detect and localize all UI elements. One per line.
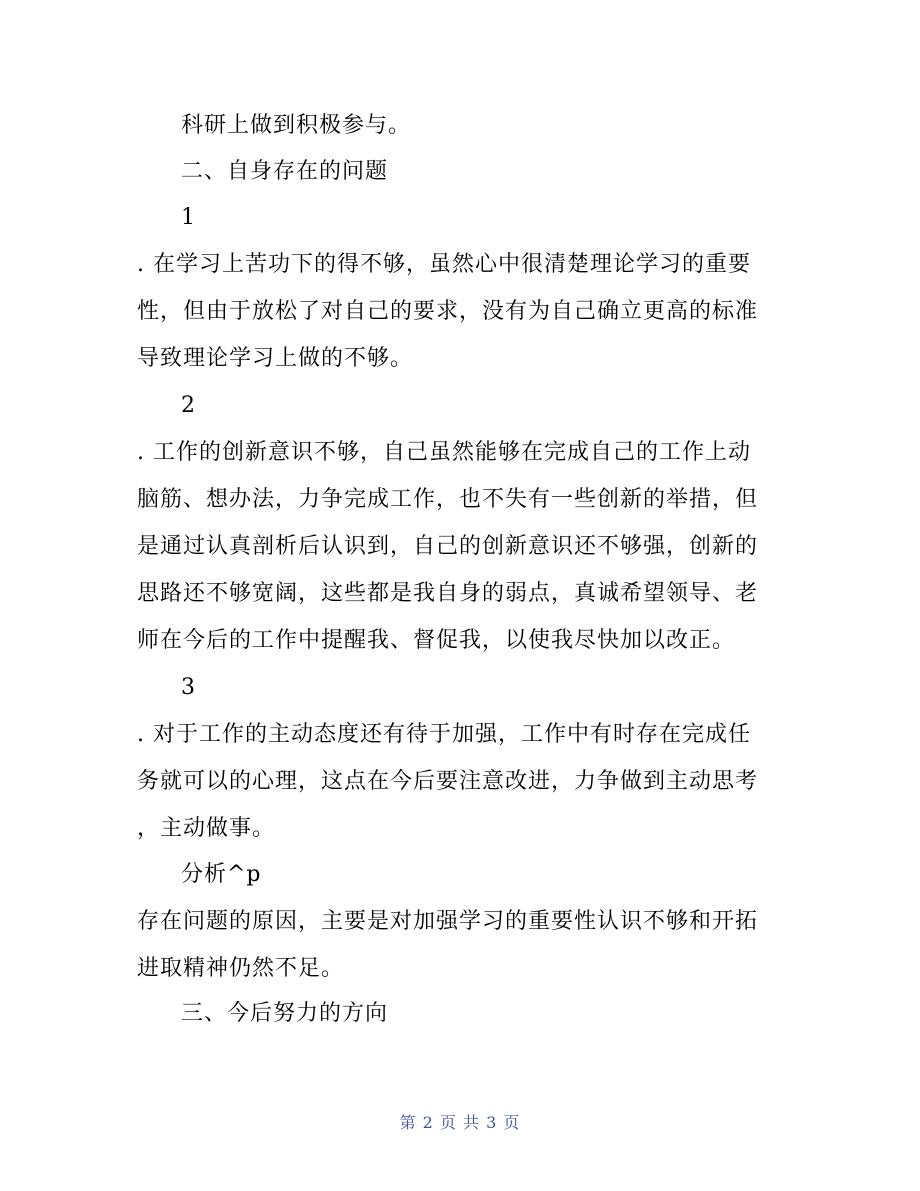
text-line: 存在问题的原因，主要是对加强学习的重要性认识不够和开拓 bbox=[137, 909, 759, 934]
item-number: 3 bbox=[181, 675, 196, 700]
text-line: 进取精神仍然不足。 bbox=[137, 956, 345, 981]
page-number-footer: 第 2 页 共 3 页 bbox=[399, 1113, 521, 1132]
item-number: 1 bbox=[181, 205, 196, 230]
section-heading: 二、自身存在的问题 bbox=[181, 159, 389, 184]
text-line: 导致理论学习上做的不够。 bbox=[137, 346, 414, 371]
text-line: 科研上做到积极参与。 bbox=[181, 113, 412, 138]
text-line: 师在今后的工作中提醒我、督促我，以使我尽快加以改正。 bbox=[137, 628, 736, 653]
text-line: 脑筋、想办法，力争完成工作，也不失有一些创新的举措，但 bbox=[137, 487, 759, 512]
text-line: 务就可以的心理，这点在今后要注意改进，力争做到主动思考 bbox=[137, 769, 759, 794]
item-number: 2 bbox=[181, 393, 196, 418]
text-line: 思路还不够宽阔，这些都是我自身的弱点，真诚希望领导、老 bbox=[137, 581, 759, 606]
text-line: . 在学习上苦功下的得不够，虽然心中很清楚理论学习的重要 bbox=[137, 252, 751, 277]
text-line: . 工作的创新意识不够，自己虽然能够在完成自己的工作上动 bbox=[137, 440, 751, 465]
text-line: . 对于工作的主动态度还有待于加强，工作中有时存在完成任 bbox=[137, 722, 751, 747]
text-line: ，主动做事。 bbox=[137, 816, 276, 841]
text-line: 分析^p bbox=[181, 862, 262, 887]
section-heading: 三、今后努力的方向 bbox=[181, 1001, 389, 1026]
text-line: 是通过认真剖析后认识到，自己的创新意识还不够强，创新的 bbox=[137, 534, 759, 559]
text-line: 性，但由于放松了对自己的要求，没有为自己确立更高的标准 bbox=[137, 299, 759, 324]
